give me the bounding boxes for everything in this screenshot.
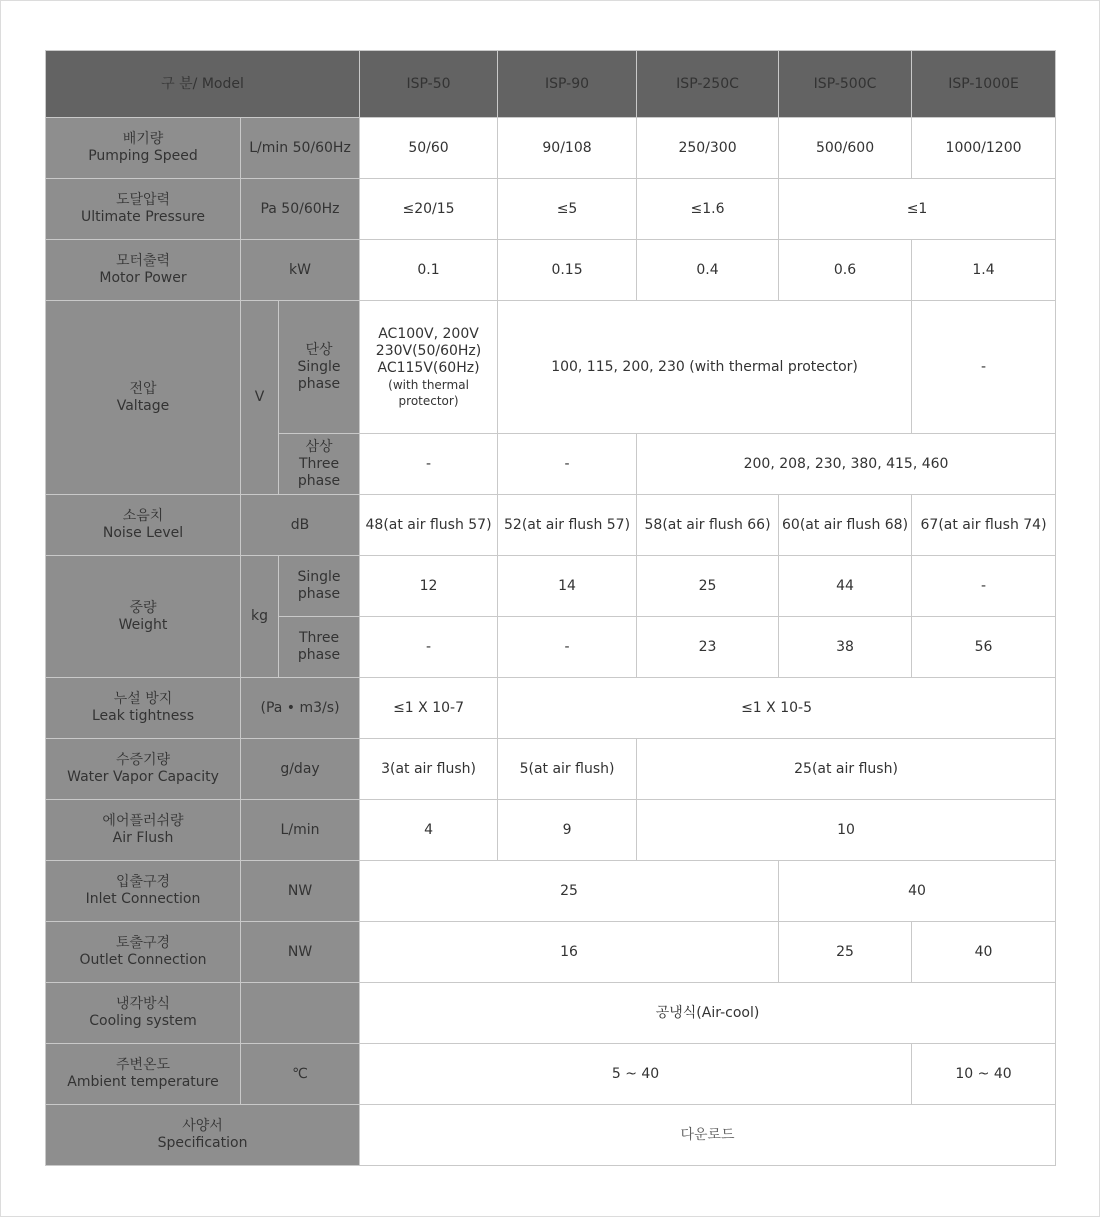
spec-table xyxy=(45,50,1056,1166)
label-en: Single xyxy=(297,358,341,375)
value-cell: 공냉식(Air-cool) xyxy=(360,983,1056,1044)
label-water-vapor xyxy=(46,739,241,800)
value-cell xyxy=(360,301,498,434)
label-en: Noise Level xyxy=(102,525,184,541)
row-leak-tightness xyxy=(46,678,1056,739)
model-isp-500c: ISP-500C xyxy=(779,51,912,118)
label-weight xyxy=(46,556,241,678)
label-en: Leak tightness xyxy=(91,708,194,724)
value-cell: ≤1 X 10-7 xyxy=(360,678,498,739)
download-link[interactable]: 다운로드 xyxy=(680,1126,735,1143)
unit-weight: kg xyxy=(241,556,279,678)
label-ko: 소음치 xyxy=(122,508,164,524)
value-cell: 10 xyxy=(637,800,1056,861)
value-cell: 50/60 xyxy=(360,118,498,179)
unit-ultimate-pressure: Pa 50/60Hz xyxy=(241,179,360,240)
value-cell: 100, 115, 200, 230 (with thermal protector) xyxy=(498,301,912,434)
label-ko: 전압 xyxy=(129,380,157,397)
sub-label-three-phase xyxy=(279,434,360,495)
label-motor-power xyxy=(46,240,241,301)
value-cell: 9 xyxy=(498,800,637,861)
value-cell: 23 xyxy=(637,617,779,678)
label-ko: 사양서 xyxy=(182,1118,223,1134)
row-water-vapor xyxy=(46,739,1056,800)
value-cell: 3(at air flush) xyxy=(360,739,498,800)
label-voltage xyxy=(46,301,241,495)
unit-voltage: V xyxy=(241,301,279,495)
label-en: Single xyxy=(297,569,341,585)
row-noise-level xyxy=(46,495,1056,556)
label-ko: 누설 방지 xyxy=(113,691,173,707)
model-isp-1000e: ISP-1000E xyxy=(912,51,1056,118)
value-cell: 25 xyxy=(637,556,779,617)
model-isp-50: ISP-50 xyxy=(360,51,498,118)
label-en: phase xyxy=(297,472,341,489)
label-ko: 냉각방식 xyxy=(115,996,171,1012)
value-cell: - xyxy=(912,556,1056,617)
label-ko: 모터출력 xyxy=(115,253,171,269)
label-en: phase xyxy=(297,647,341,663)
value-cell: ≤1 xyxy=(779,179,1056,240)
value-cell: 12 xyxy=(360,556,498,617)
value-cell: 40 xyxy=(779,861,1056,922)
label-outlet-connection xyxy=(46,922,241,983)
value-cell: ≤1 X 10-5 xyxy=(498,678,1056,739)
value-cell: 40 xyxy=(912,922,1056,983)
label-en: Pumping Speed xyxy=(88,148,198,164)
value-cell: 52(at air flush 57) xyxy=(498,495,637,556)
value-cell: 67(at air flush 74) xyxy=(912,495,1056,556)
value-cell: 90/108 xyxy=(498,118,637,179)
label-ko: 토출구경 xyxy=(115,935,171,951)
value-note: (with thermal xyxy=(388,377,469,392)
value-cell: 25(at air flush) xyxy=(637,739,1056,800)
row-outlet-connection xyxy=(46,922,1056,983)
value-cell: - xyxy=(360,617,498,678)
row-ambient-temperature xyxy=(46,1044,1056,1105)
value-cell: 0.15 xyxy=(498,240,637,301)
label-ko: 중량 xyxy=(129,599,157,616)
value-cell: - xyxy=(360,434,498,495)
label-ultimate-pressure xyxy=(46,179,241,240)
value-cell: 44 xyxy=(779,556,912,617)
unit-air-flush: L/min xyxy=(241,800,360,861)
label-en: Outlet Connection xyxy=(79,952,207,968)
label-ko: 주변온도 xyxy=(115,1057,171,1073)
row-motor-power xyxy=(46,240,1056,301)
value-line: AC100V, 200V xyxy=(378,325,479,342)
value-cell: 4 xyxy=(360,800,498,861)
value-cell: ≤20/15 xyxy=(360,179,498,240)
value-cell: 58(at air flush 66) xyxy=(637,495,779,556)
label-en: Valtage xyxy=(116,397,170,414)
unit-outlet-connection: NW xyxy=(241,922,360,983)
row-inlet-connection xyxy=(46,861,1056,922)
value-cell: 1.4 xyxy=(912,240,1056,301)
label-en: Weight xyxy=(118,616,168,633)
label-en: phase xyxy=(297,586,341,602)
sub-label-single-phase xyxy=(279,301,360,434)
label-ko: 에어플러쉬량 xyxy=(102,813,184,829)
label-specification xyxy=(46,1105,360,1166)
label-pumping-speed xyxy=(46,118,241,179)
label-ko: 수증기량 xyxy=(115,752,171,768)
unit-inlet-connection: NW xyxy=(241,861,360,922)
label-en: Three xyxy=(298,630,340,646)
value-cell: 0.4 xyxy=(637,240,779,301)
value-cell: 38 xyxy=(779,617,912,678)
value-cell: 5(at air flush) xyxy=(498,739,637,800)
value-cell: 0.6 xyxy=(779,240,912,301)
sub-label-single-phase xyxy=(279,556,360,617)
row-pumping-speed xyxy=(46,118,1056,179)
label-ko: 도달압력 xyxy=(115,192,171,208)
row-voltage-single xyxy=(46,301,1056,434)
label-cooling-system xyxy=(46,983,241,1044)
row-ultimate-pressure xyxy=(46,179,1056,240)
value-cell: 25 xyxy=(779,922,912,983)
value-cell: 5 ~ 40 xyxy=(360,1044,912,1105)
value-cell: 1000/1200 xyxy=(912,118,1056,179)
row-air-flush xyxy=(46,800,1056,861)
row-specification xyxy=(46,1105,1056,1166)
value-line: AC115V(60Hz) xyxy=(377,359,480,376)
header-row xyxy=(46,51,1056,118)
label-leak-tightness xyxy=(46,678,241,739)
label-en: Air Flush xyxy=(112,830,174,846)
label-inlet-connection xyxy=(46,861,241,922)
label-en: Ultimate Pressure xyxy=(80,209,206,225)
row-weight-single xyxy=(46,556,1056,617)
unit-motor-power: kW xyxy=(241,240,360,301)
value-cell: 200, 208, 230, 380, 415, 460 xyxy=(637,434,1056,495)
value-cell: 250/300 xyxy=(637,118,779,179)
value-line: 230V(50/60Hz) xyxy=(375,342,482,359)
row-cooling-system xyxy=(46,983,1056,1044)
value-cell: 14 xyxy=(498,556,637,617)
unit-cooling-system xyxy=(241,983,360,1044)
label-ko: 입출구경 xyxy=(115,874,171,890)
label-en: Cooling system xyxy=(89,1013,197,1029)
value-cell: ≤5 xyxy=(498,179,637,240)
label-en: Ambient temperature xyxy=(67,1074,219,1090)
value-cell: ≤1.6 xyxy=(637,179,779,240)
unit-ambient-temperature: ℃ xyxy=(241,1044,360,1105)
label-en: Three xyxy=(298,455,340,472)
value-cell: 500/600 xyxy=(779,118,912,179)
header-label: 구 분/ Model xyxy=(46,51,360,118)
value-cell: 56 xyxy=(912,617,1056,678)
label-en: phase xyxy=(297,375,341,392)
label-en: Specification xyxy=(157,1135,248,1151)
value-cell: - xyxy=(498,617,637,678)
value-cell: - xyxy=(498,434,637,495)
unit-noise-level: dB xyxy=(241,495,360,556)
value-cell: 60(at air flush 68) xyxy=(779,495,912,556)
value-note: protector) xyxy=(398,393,459,408)
label-noise-level xyxy=(46,495,241,556)
sub-label-three-phase xyxy=(279,617,360,678)
value-cell: 25 xyxy=(360,861,779,922)
specification-cell xyxy=(360,1105,1056,1166)
model-isp-90: ISP-90 xyxy=(498,51,637,118)
label-en: Motor Power xyxy=(99,270,187,286)
value-cell: 48(at air flush 57) xyxy=(360,495,498,556)
unit-leak-tightness: (Pa • m3/s) xyxy=(241,678,360,739)
value-cell: 16 xyxy=(360,922,779,983)
unit-water-vapor: g/day xyxy=(241,739,360,800)
value-cell: - xyxy=(912,301,1056,434)
label-en: Inlet Connection xyxy=(85,891,201,907)
model-isp-250c: ISP-250C xyxy=(637,51,779,118)
label-ko: 삼상 xyxy=(305,438,333,455)
label-ko: 단상 xyxy=(305,341,333,358)
label-ambient-temperature xyxy=(46,1044,241,1105)
label-en: Water Vapor Capacity xyxy=(67,769,219,785)
label-air-flush xyxy=(46,800,241,861)
label-ko: 배기량 xyxy=(122,131,164,147)
value-cell: 10 ~ 40 xyxy=(912,1044,1056,1105)
value-cell: 0.1 xyxy=(360,240,498,301)
unit-pumping-speed: L/min 50/60Hz xyxy=(241,118,360,179)
